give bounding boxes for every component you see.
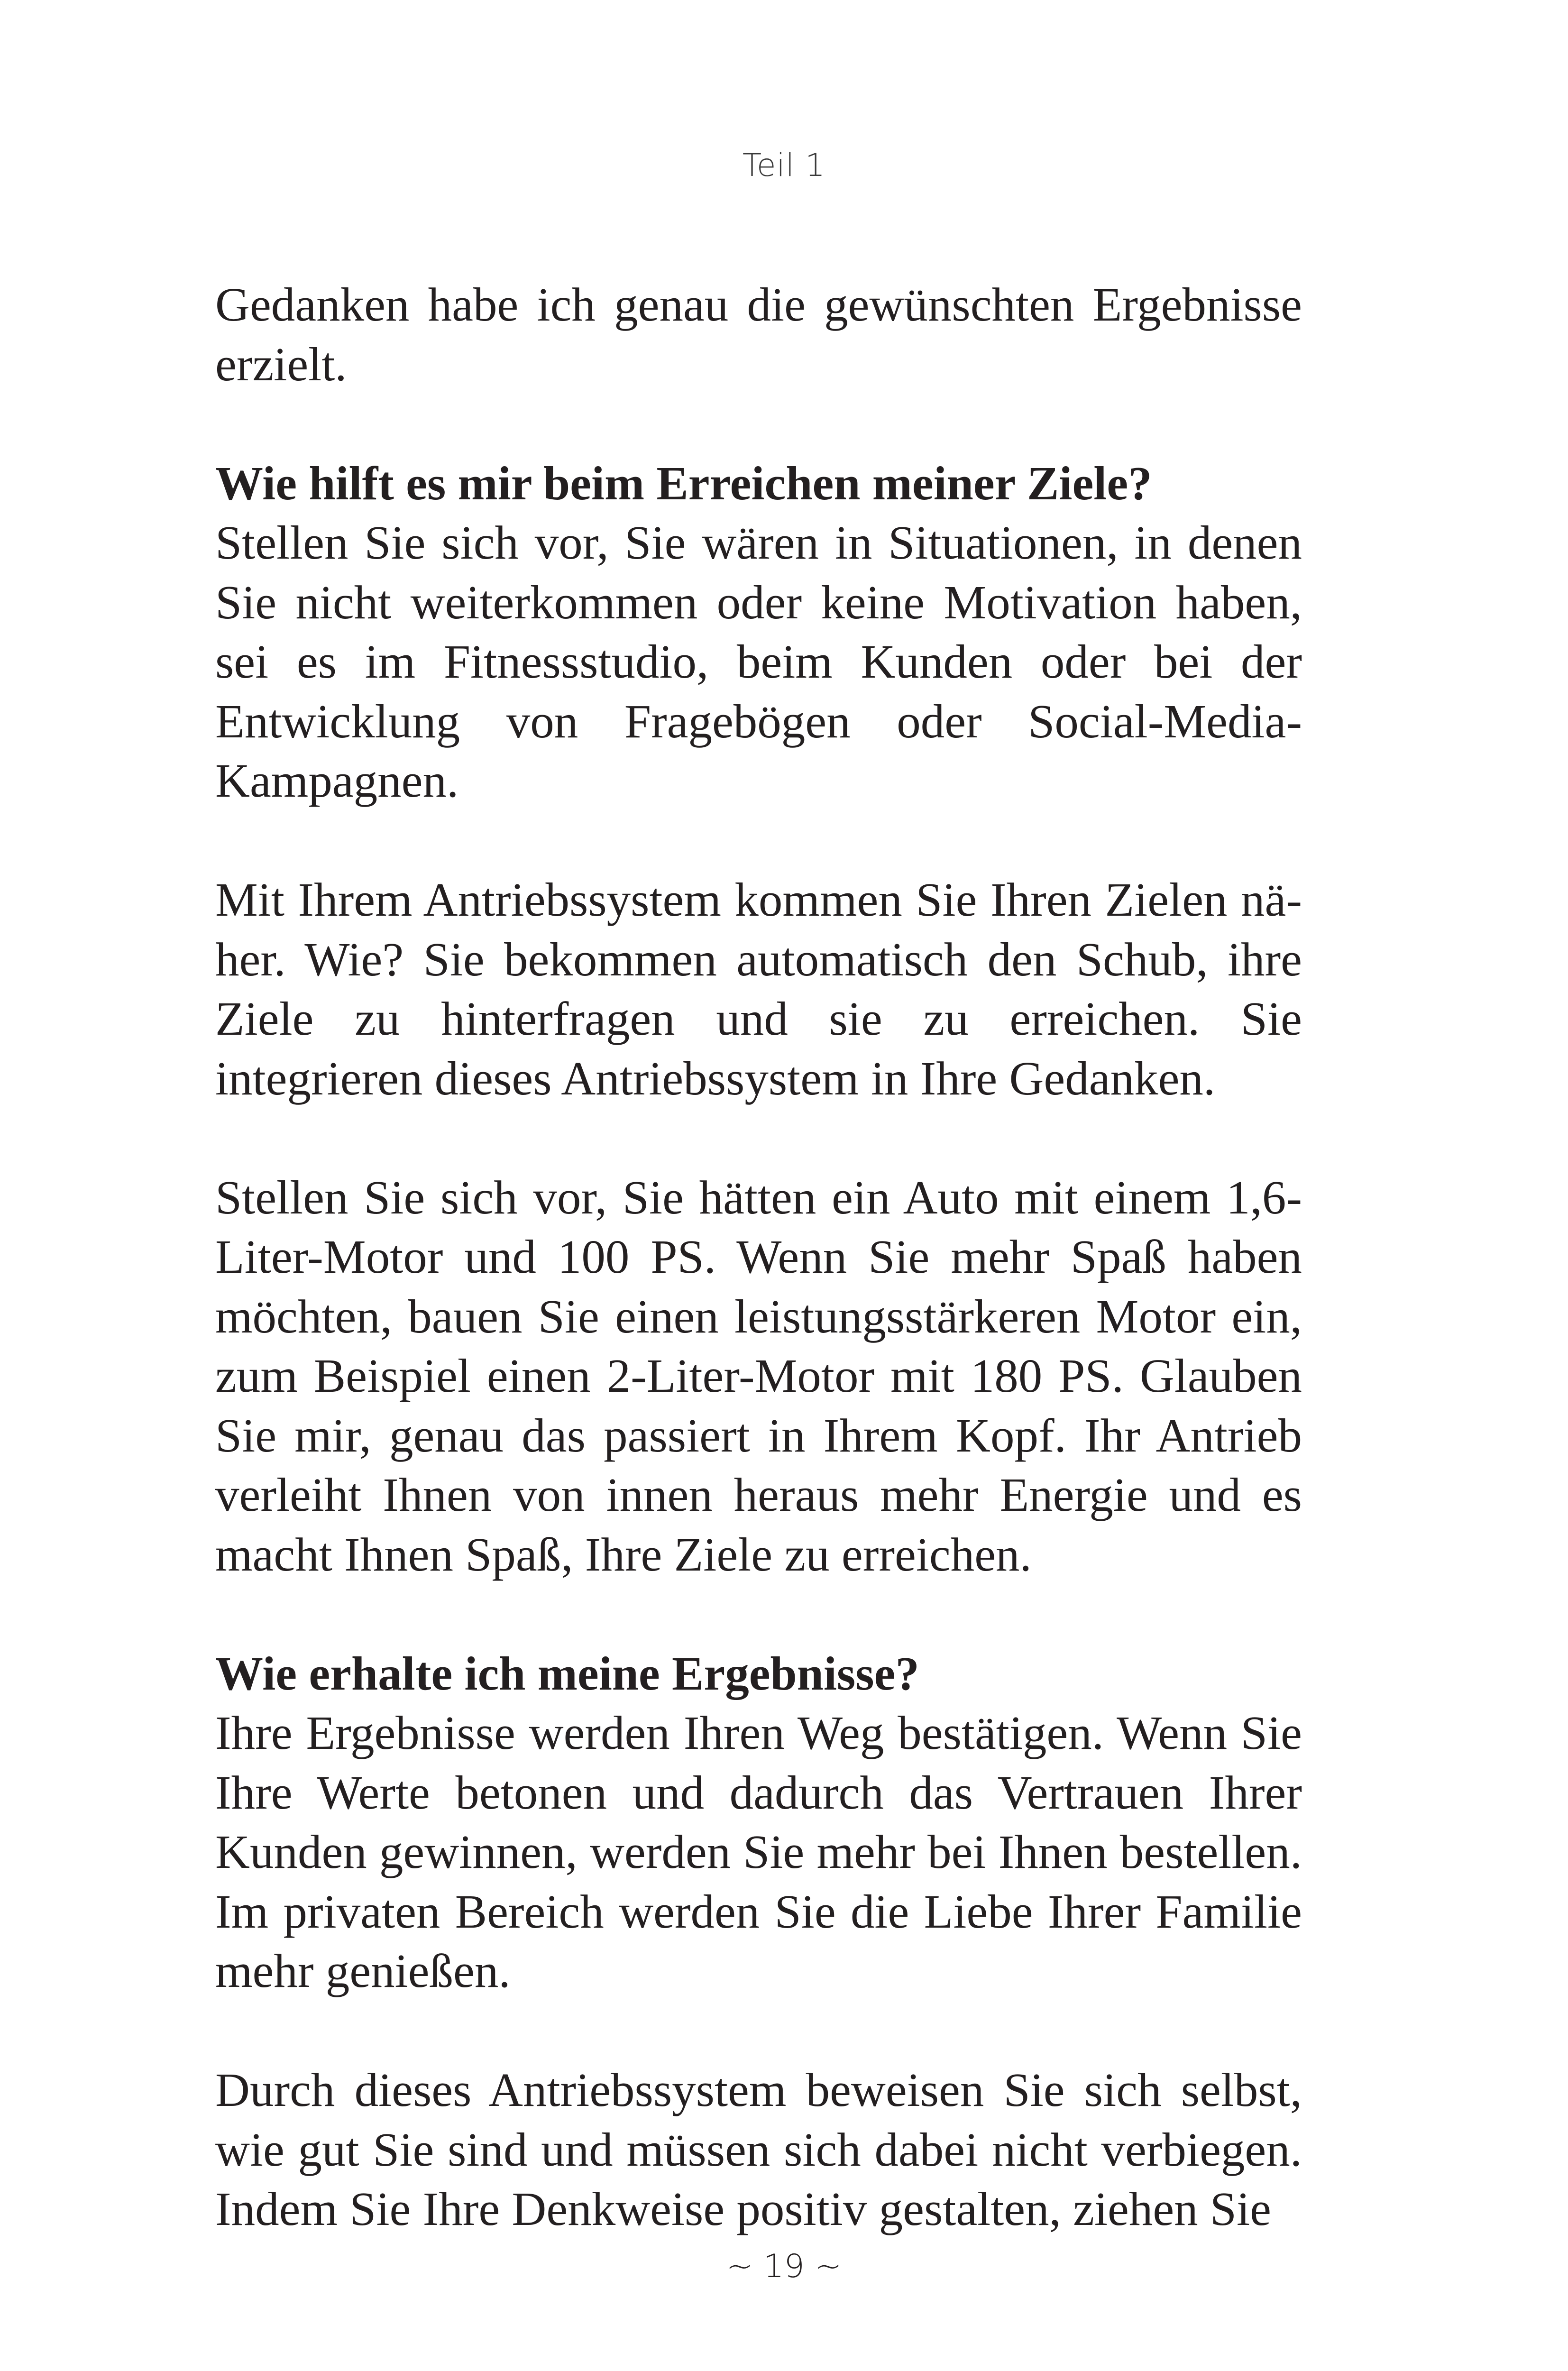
running-head: Teil 1 — [742, 147, 826, 184]
paragraph: Mit Ihrem Antriebssystem kommen Sie Ihren Zielen näher. Wie? Sie bekommen automatisch den Schub, ihre Ziele zu hinterfragen und sie zu erreichen. Sie integrieren dieses Antriebssystem in Ihre Gedanken. — [215, 873, 1302, 1105]
section-heading: Wie erhalte ich meine Ergebnisse? — [215, 1646, 919, 1700]
paragraph-spacer — [215, 811, 1302, 871]
paragraph-spacer — [215, 2001, 1302, 2061]
paragraph: Stellen Sie sich vor, Sie hätten ein Auto mit einem 1,6-Liter-Motor und 100 PS. Wenn Sie mehr Spaß haben möchten, bauen Sie einen leistungsstärkeren Motor ein, zum Beispiel einen 2-Liter-Motor mit 180 PS. Glauben Sie mir, genau das passiert in Ihrem Kopf. Ihr Antrieb verleiht Ihnen von innen heraus mehr Energie und es macht Ihnen Spaß, Ihre Ziele zu erreichen. — [215, 1170, 1302, 1581]
paragraph: Gedanken habe ich genau die gewünschten Ergebnisse erzielt. — [215, 278, 1302, 391]
paragraph: Ihre Ergebnisse werden Ihren Weg bestätigen. Wenn Sie Ihre Werte betonen und dadurch das Vertrauen Ihrer Kunden gewinnen, werden Sie mehr bei Ihnen bestellen. Im privaten Bereich werden Sie die Liebe Ihrer Familie mehr genießen. — [215, 1706, 1302, 1997]
body-text — [215, 275, 1302, 2239]
paragraph-spacer — [215, 1108, 1302, 1168]
paragraph: Durch dieses Antriebssystem beweisen Sie sich selbst, wie gut Sie sind und müssen sich dabei nicht verbiegen. Indem Sie Ihre Denkweise positiv gestalten, ziehen Sie — [215, 2063, 1302, 2235]
paragraph-spacer — [215, 1584, 1302, 1644]
paragraph-spacer — [215, 394, 1302, 454]
section-heading: Wie hilft es mir beim Erreichen meiner Ziele? — [215, 456, 1152, 510]
page-number: ~ 19 ~ — [726, 2248, 842, 2285]
paragraph: Stellen Sie sich vor, Sie wären in Situationen, in denen Sie nicht weiterkommen oder keine Motivation haben, sei es im Fitnessstudio, beim Kunden oder bei der Entwicklung von Fragebögen oder Social-Media-Kampagnen. — [215, 516, 1302, 807]
